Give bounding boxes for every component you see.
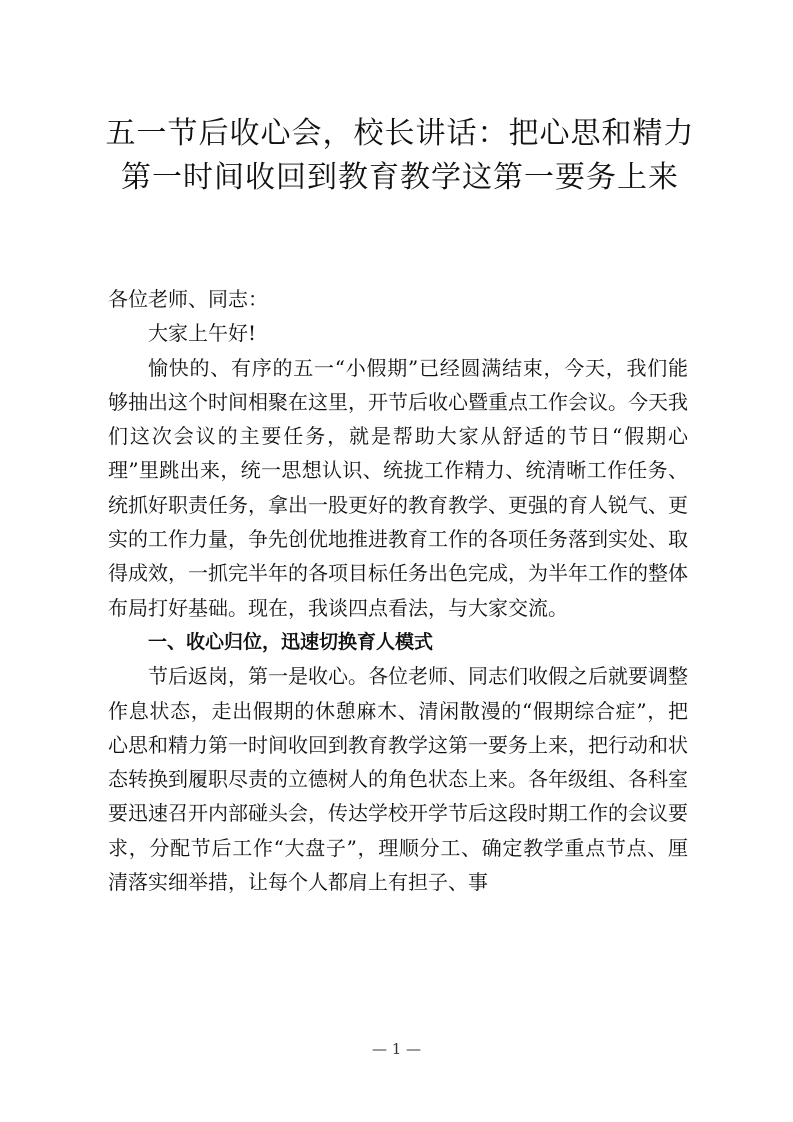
salutation: 各位老师、同志： <box>108 287 268 311</box>
page-number: — 1 — <box>371 1040 422 1058</box>
section-heading-1: 一、收心归位，迅速切换育人模式 <box>148 630 434 653</box>
paragraph-intro: 愉快的、有序的五一“小假期”已经圆满结束，今天，我们能够抽出这个时间相聚在这里，开节后收心暨重点工作会议。今天我们这次会议的主要任务，就是帮助大家从舒适的节日“假期心理”里跳出来，统一思想认识、统拢工作精力、统清晰工作任务、统抓好职责任务，拿出一股更好的教育教学、更强的育人锐气、更实的工作力量，争先创优地推进教育工作的各项任务落到实处、取得成效，一抓完半年的各项目标任务出色完成，为半年工作的整体布局打好基础。现在，我谈四点看法，与大家交流。 <box>108 355 688 620</box>
paragraph-section-1: 节后返岗，第一是收心。各位老师、同志们收假之后就要调整作息状态，走出假期的休憩麻木、清闲散漫的“假期综合症”，把心思和精力第一时间收回到教育教学这第一要务上来，把行动和状态转换到履职尽责的立德树人的角色状态上来。各年级组、各科室要迅速召开内部碰头会，传达学校开学节后这段时期工作的会议要求，分配节后工作“大盘子”，理顺分工、确定教学重点节点、厘清落实细举措，让每个人都肩上有担子、事 <box>108 664 688 895</box>
document-title: 五一节后收心会，校长讲话：把心思和精力第一时间收回到教育教学这第一要务上来 <box>105 116 695 195</box>
greeting: 大家上午好! <box>148 321 257 346</box>
document-body <box>108 282 688 899</box>
